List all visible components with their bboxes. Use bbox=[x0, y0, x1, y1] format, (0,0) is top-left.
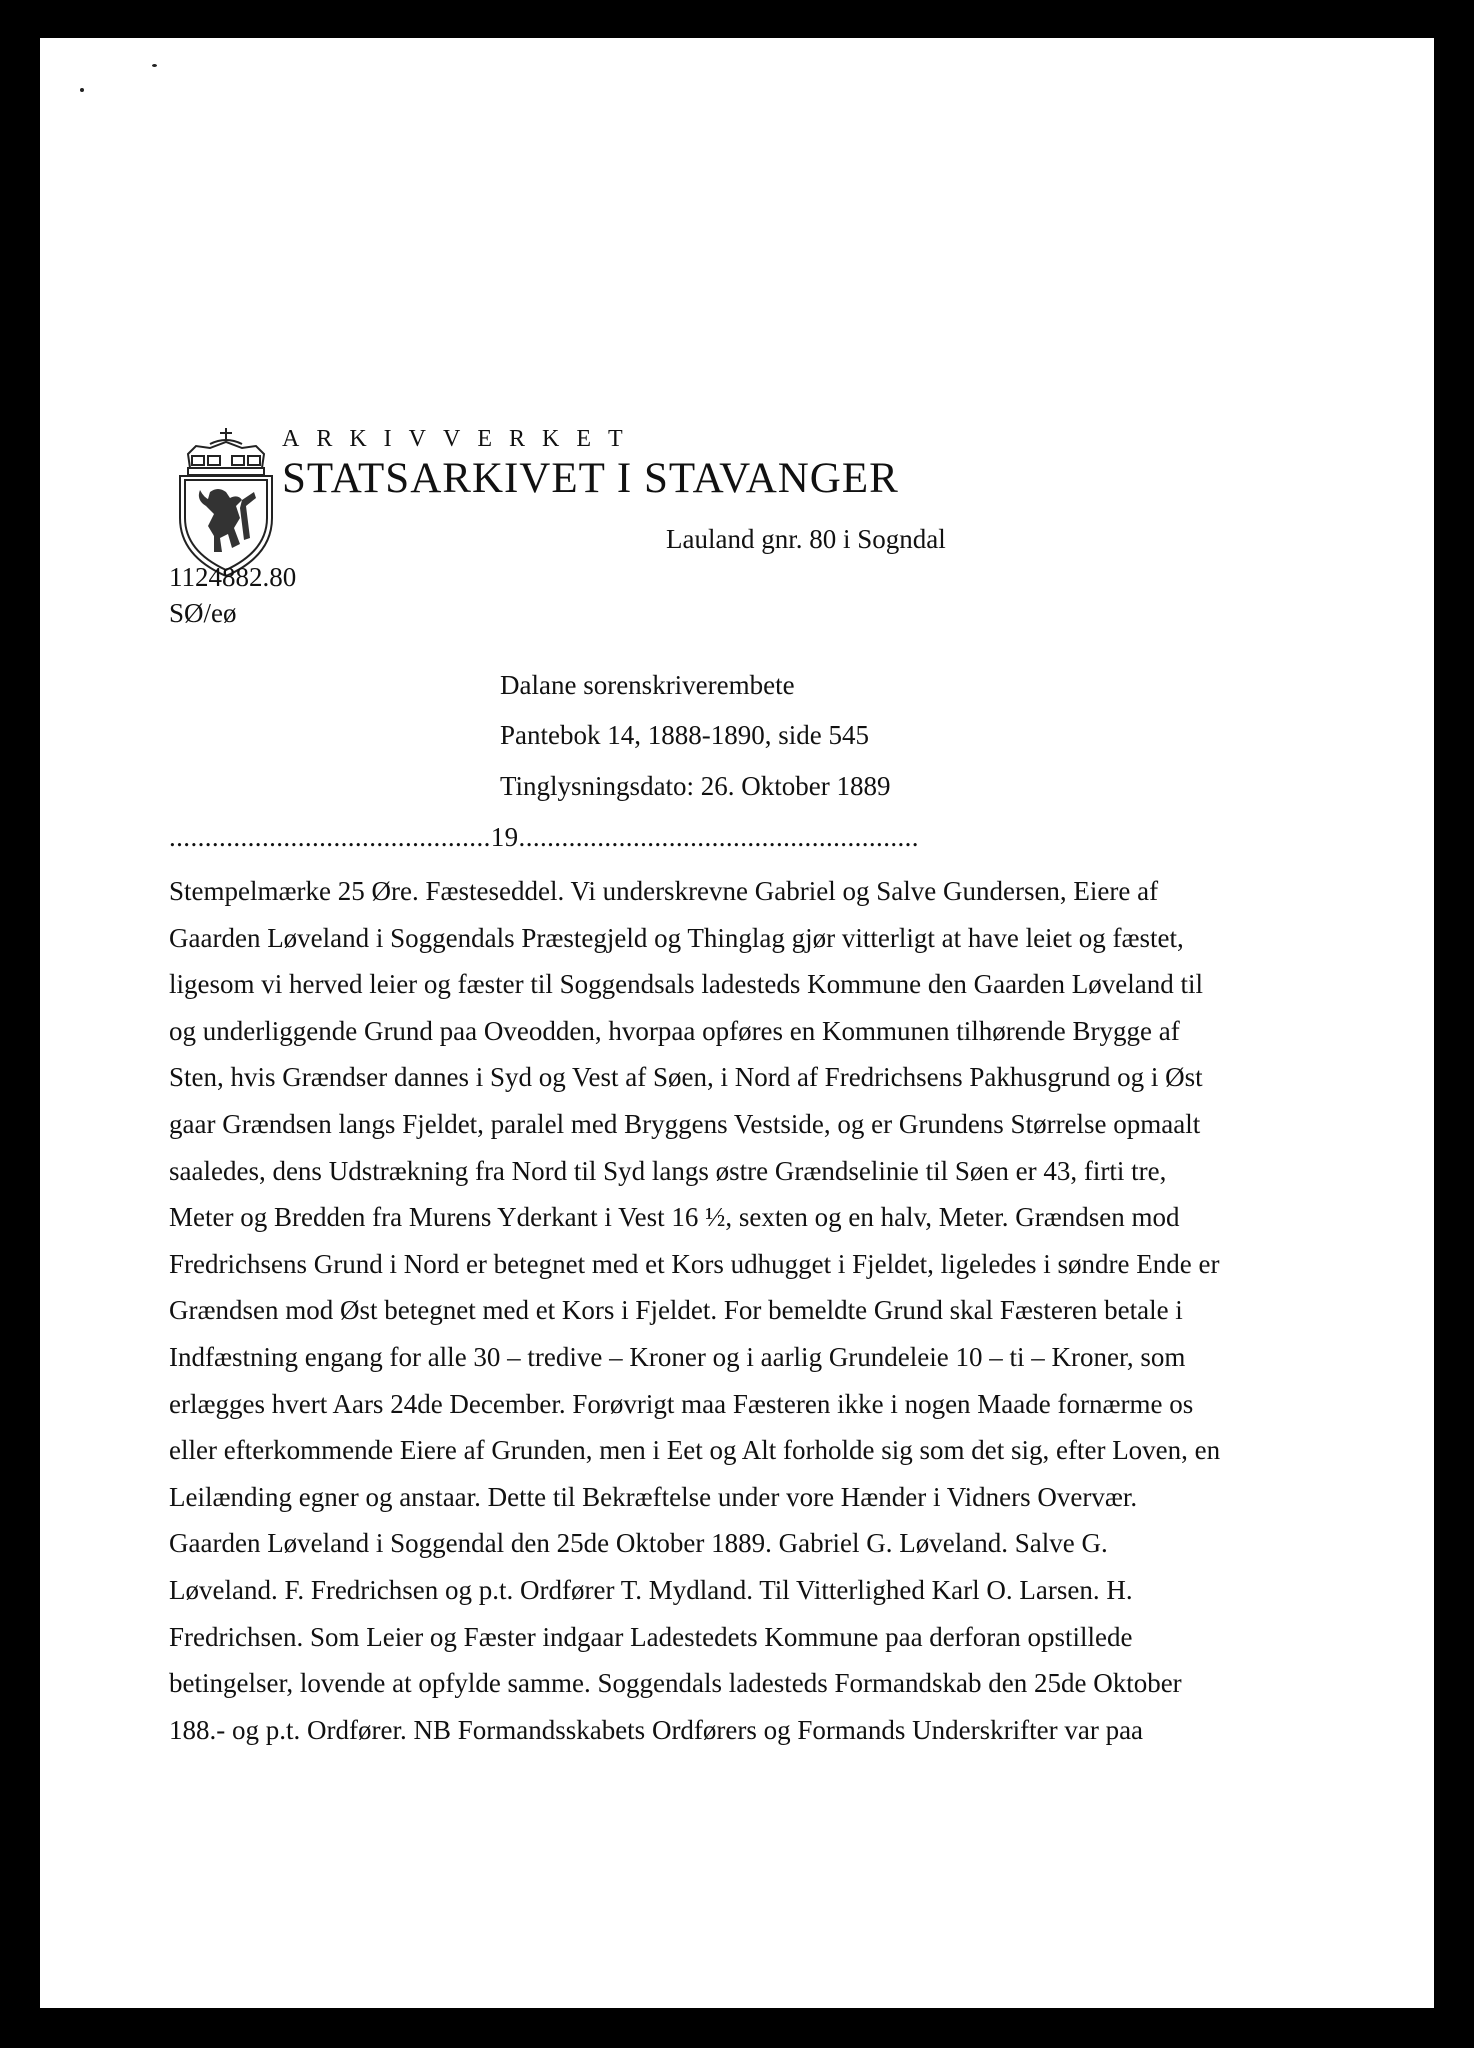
body-line: Stempelmærke 25 Øre. Fæsteseddel. Vi underskrevne Gabriel og Salve Gundersen, Eiere af bbox=[169, 876, 1159, 906]
scan-speck bbox=[152, 64, 157, 67]
archive-office-name: STATSARKIVET I STAVANGER bbox=[282, 455, 899, 502]
reference-initials: SØ/eø bbox=[169, 598, 237, 628]
body-line: Sten, hvis Grændser dannes i Syd og Vest af Søen, i Nord af Fredrichsens Pakhusgrund og i Øst bbox=[169, 1062, 1203, 1093]
body-line: og underliggende Grund paa Oveodden, hvorpaa opføres en Kommunen tilhørende Brygge af bbox=[169, 1015, 1180, 1046]
body-line: Gaarden Løveland i Soggendal den 25de Oktober 1889. Gabriel G. Løveland. Salve G. bbox=[169, 1528, 1108, 1559]
body-line: 188.- og p.t. Ordfører. NB Formandsskabets Ordførers og Formands Underskrifter var paa bbox=[169, 1714, 1144, 1745]
body-line: Indfæstning engang for alle 30 – tredive – Kroner og i aarlig Grundeleie 10 – ti – Kroner, som bbox=[169, 1341, 1186, 1372]
archive-agency-name: ARKIVVERKET bbox=[282, 426, 640, 452]
property-title: Lauland gnr. 80 i Sogndal bbox=[666, 524, 946, 554]
body-line: ligesom vi herved leier og fæster til Soggendsals ladesteds Kommune den Gaarden Løveland til bbox=[169, 969, 1204, 1000]
body-line: Meter og Bredden fra Murens Yderkant i Vest 16 ½, sexten og en halv, Meter. Grændsen mod bbox=[169, 1202, 1180, 1233]
transcription-body bbox=[169, 868, 1239, 1753]
registration-date: Tinglysningsdato: 26. Oktober 1889 bbox=[500, 771, 891, 801]
body-line: Leilænding egner og anstaar. Dette til Bekræftelse under vore Hænder i Vidners Overvær. bbox=[169, 1481, 1138, 1512]
norwegian-coat-of-arms-icon bbox=[170, 388, 282, 578]
body-line: erlægges hvert Aars 24de December. Forøvrigt maa Fæsteren ikke i nogen Maade fornærme os bbox=[169, 1388, 1194, 1419]
body-line: betingelser, lovende at opfylde samme. Soggendals ladesteds Formandskab den 25de Oktober bbox=[169, 1668, 1182, 1699]
body-line: Grændsen mod Øst betegnet med et Kors i Fjeldet. For bemeldte Grund skal Fæsteren betale i bbox=[169, 1295, 1183, 1326]
body-line: Fredrichsens Grund i Nord er betegnet med et Kors udhugget i Fjeldet, ligeledes i søndre Ende er bbox=[169, 1248, 1220, 1279]
reference-number: 1124882.80 bbox=[169, 562, 297, 592]
source-book: Pantebok 14, 1888-1890, side 545 bbox=[500, 720, 869, 750]
source-office: Dalane sorenskriverembete bbox=[500, 670, 795, 700]
body-line: Fredrichsen. Som Leier og Fæster indgaar Ladestedets Kommune paa derforan opstillede bbox=[169, 1621, 1133, 1652]
scan-speck bbox=[80, 88, 84, 92]
body-line: Løveland. F. Fredrichsen og p.t. Ordfører T. Mydland. Til Vitterlighed Karl O. Larsen. H. bbox=[169, 1574, 1133, 1605]
body-line: gaar Grændsen langs Fjeldet, paralel med Bryggens Vestside, og er Grundens Størrelse opmaalt bbox=[169, 1108, 1201, 1139]
date-line: .............................................19........................................................ bbox=[169, 822, 919, 852]
body-line: saaledes, dens Udstrækning fra Nord til Syd langs østre Grændselinie til Søen er 43, firti tre, bbox=[169, 1155, 1167, 1186]
body-line: eller efterkommende Eiere af Grunden, men i Eet og Alt forholde sig som det sig, efter Loven, en bbox=[169, 1435, 1221, 1466]
body-line: Gaarden Løveland i Soggendals Præstegjeld og Thinglag gjør vitterligt at have leiet og fæstet, bbox=[169, 922, 1184, 953]
